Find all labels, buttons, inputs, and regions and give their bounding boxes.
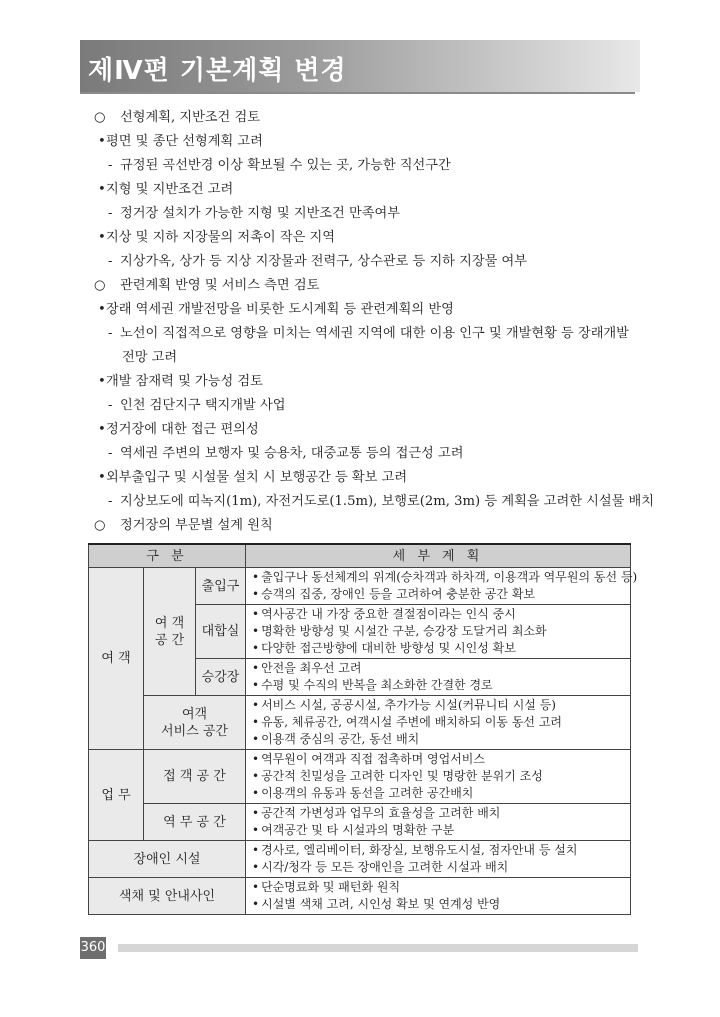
bullet-marker: • <box>252 715 260 729</box>
detail-item <box>252 640 626 657</box>
text-line-content: 전망 고려 <box>122 350 178 365</box>
text-line-content: 노선이 직접적으로 영향을 미치는 역세권 지역에 대한 이용 인구 및 개발현황 등 장래개발 <box>120 326 629 341</box>
bullet-marker: • <box>252 823 260 837</box>
detail-item <box>252 714 626 731</box>
bullet-marker: • <box>252 860 260 874</box>
detail-text: 승객의 집중, 장애인 등을 고려하여 충분한 공간 확보 <box>261 587 536 601</box>
row-label-color: 색채 및 안내사인 <box>89 878 246 915</box>
table-header-row <box>89 544 631 568</box>
detail-text: 시각/청각 등 모든 장애인을 고려한 시설과 배치 <box>261 860 509 874</box>
table-header-detail: 세 부 계 획 <box>246 544 631 568</box>
detail-text: 유동, 체류공간, 여객시설 주변에 배치하되 이동 동선 고려 <box>261 715 563 729</box>
row-detail-hall <box>246 605 631 659</box>
text-line <box>88 490 655 514</box>
detail-item <box>252 751 626 768</box>
bullet-marker: • <box>252 843 260 857</box>
text-line <box>88 202 648 226</box>
table-row <box>89 841 631 878</box>
detail-text: 시설별 색채 고려, 시인성 확보 및 연계성 반영 <box>261 897 501 911</box>
text-line <box>88 274 648 298</box>
detail-item <box>252 731 626 748</box>
row-label-service: 여객 서비스 공간 <box>144 696 246 750</box>
text-line-content: 지상가옥, 상가 등 지상 지장물과 전력구, 상수관로 등 지하 지장물 여부 <box>120 254 527 269</box>
bullet-marker: • <box>252 732 260 746</box>
detail-text: 여객공간 및 타 시설과의 명확한 구분 <box>261 823 455 837</box>
detail-item <box>252 842 626 859</box>
detail-item <box>252 785 626 802</box>
detail-item <box>252 822 626 839</box>
row-label-platform: 승강장 <box>196 659 246 696</box>
bullet-marker: • <box>252 624 260 638</box>
bullet-marker: • <box>252 880 260 894</box>
detail-item <box>252 606 626 623</box>
bullet-marker: • <box>252 570 260 584</box>
detail-text: 공간적 친밀성을 고려한 디자인 및 명랑한 분위기 조성 <box>261 769 543 783</box>
bullet-marker: • <box>252 678 260 692</box>
detail-item <box>252 586 626 603</box>
text-line-content: 개발 잠재력 및 가능성 검토 <box>106 374 263 389</box>
detail-item <box>252 623 626 640</box>
bullet-marker: • <box>98 470 106 485</box>
text-line-content: 지형 및 지반조건 고려 <box>106 182 234 197</box>
detail-item <box>252 677 626 694</box>
detail-text: 이용객 중심의 공간, 동선 배치 <box>261 732 420 746</box>
group-label-work: 업 무 <box>89 750 144 841</box>
text-line-content: 정거장 설치가 가능한 지형 및 지반조건 만족여부 <box>120 206 400 221</box>
text-line <box>88 514 648 538</box>
text-line <box>88 106 648 130</box>
circle-marker: ○ <box>94 110 106 125</box>
bullet-marker: • <box>252 752 260 766</box>
bullet-marker: • <box>252 641 260 655</box>
sub-label-passenger-space: 여 객 공 간 <box>144 568 196 696</box>
row-label-office: 역 무 공 간 <box>144 804 246 841</box>
table-row <box>89 878 631 915</box>
bullet-marker: • <box>98 302 106 317</box>
bullet-marker: • <box>98 134 106 149</box>
circle-marker: ○ <box>94 518 106 533</box>
table-row <box>89 804 631 841</box>
dash-marker: - <box>108 254 113 269</box>
text-line <box>88 226 648 250</box>
text-line-content: 인천 검단지구 택지개발 사업 <box>120 398 286 413</box>
text-line-content: 지상보도에 띠녹지(1m), 자전거도로(1.5m), 보행로(2m, 3m) 등 계획을 고려한 시설물 배치 <box>120 494 655 509</box>
table-row <box>89 568 631 605</box>
row-label-entrance: 출입구 <box>196 568 246 605</box>
text-line-content: 정거장의 부문별 설계 원칙 <box>120 518 273 533</box>
text-line <box>88 298 648 322</box>
detail-text: 명확한 방향성 및 시설간 구분, 승강장 도달거리 최소화 <box>261 624 547 638</box>
text-line <box>88 370 648 394</box>
bullet-marker: • <box>252 786 260 800</box>
text-line-content: 선형계획, 지반조건 검토 <box>120 110 260 125</box>
text-line <box>88 154 648 178</box>
detail-item <box>252 569 638 586</box>
text-line <box>88 178 648 202</box>
detail-item <box>252 768 626 785</box>
table-row <box>89 696 631 750</box>
text-line <box>88 418 648 442</box>
text-line-content: 지상 및 지하 지장물의 저촉이 작은 지역 <box>106 230 335 245</box>
row-label-hall: 대합실 <box>196 605 246 659</box>
bullet-marker: • <box>252 661 260 675</box>
detail-text: 안전을 최우선 고려 <box>261 661 362 675</box>
dash-marker: - <box>108 446 113 461</box>
text-line <box>88 442 648 466</box>
text-line <box>88 346 648 370</box>
text-line <box>88 322 648 346</box>
bullet-marker: • <box>98 230 106 245</box>
text-line <box>88 394 648 418</box>
detail-text: 수평 및 수직의 반복을 최소화한 간결한 경로 <box>261 678 493 692</box>
text-line-content: 평면 및 종단 선형계획 고려 <box>106 134 263 149</box>
bullet-marker: • <box>98 374 106 389</box>
body-text <box>88 106 655 538</box>
detail-text: 단순명료화 및 패턴화 원칙 <box>261 880 401 894</box>
row-detail-platform <box>246 659 631 696</box>
detail-text: 서비스 시설, 공공시설, 추가가능 시설(커뮤니티 시설 등) <box>261 698 556 712</box>
detail-text: 출입구나 동선체계의 위계(승차객과 하차객, 이용객과 역무원의 동선 등) <box>261 570 638 584</box>
bullet-marker: • <box>252 806 260 820</box>
detail-text: 이용객의 유동과 동선을 고려한 공간배치 <box>261 786 474 800</box>
row-detail-entrance <box>246 568 638 605</box>
row-detail-contact <box>246 750 631 804</box>
detail-text: 역사공간 내 가장 중요한 결절점이라는 인식 중시 <box>261 607 516 621</box>
group-label-passenger: 여 객 <box>89 568 144 750</box>
row-detail-service <box>246 696 631 750</box>
detail-item <box>252 896 626 913</box>
detail-text: 공간적 가변성과 업무의 효율성을 고려한 배치 <box>261 806 501 820</box>
row-detail-office <box>246 804 631 841</box>
row-detail-disabled <box>246 841 631 878</box>
bullet-marker: • <box>252 607 260 621</box>
dash-marker: - <box>108 326 113 341</box>
bullet-marker: • <box>252 769 260 783</box>
page-title: 제Ⅳ편 기본계획 변경 <box>88 56 347 86</box>
bullet-marker: • <box>98 182 106 197</box>
dash-marker: - <box>108 494 113 509</box>
text-line-content: 관련계획 반영 및 서비스 측면 검토 <box>120 278 320 293</box>
row-label-contact: 접 객 공 간 <box>144 750 246 804</box>
detail-item <box>252 697 626 714</box>
bullet-marker: • <box>98 422 106 437</box>
circle-marker: ○ <box>94 278 106 293</box>
text-line <box>88 466 648 490</box>
dash-marker: - <box>108 158 113 173</box>
design-principles-table <box>88 543 638 915</box>
text-line-content: 장래 역세권 개발전망을 비롯한 도시계획 등 관련계획의 반영 <box>106 302 454 317</box>
row-detail-color <box>246 878 631 915</box>
detail-item <box>252 805 626 822</box>
detail-item <box>252 660 626 677</box>
text-line <box>88 250 648 274</box>
page-number: 360 <box>80 937 106 959</box>
row-label-disabled: 장애인 시설 <box>89 841 246 878</box>
dash-marker: - <box>108 206 113 221</box>
text-line-content: 역세권 주변의 보행자 및 승용차, 대중교통 등의 접근성 고려 <box>120 446 464 461</box>
table-row <box>89 750 631 804</box>
detail-item <box>252 859 626 876</box>
dash-marker: - <box>108 398 113 413</box>
detail-item <box>252 879 626 896</box>
detail-text: 역무원이 여객과 직접 접촉하며 영업서비스 <box>261 752 485 766</box>
detail-text: 경사로, 엘리베이터, 화장실, 보행유도시설, 점자안내 등 설치 <box>261 843 578 857</box>
text-line-content: 규정된 곡선반경 이상 확보될 수 있는 곳, 가능한 직선구간 <box>120 158 451 173</box>
header-underline <box>80 92 635 94</box>
text-line-content: 외부출입구 및 시설물 설치 시 보행공간 등 확보 고려 <box>106 470 408 485</box>
bullet-marker: • <box>252 897 260 911</box>
bullet-marker: • <box>252 698 260 712</box>
footer-bar <box>118 944 638 952</box>
detail-text: 다양한 접근방향에 대비한 방향성 및 시인성 확보 <box>261 641 516 655</box>
table-header-category: 구 분 <box>89 544 246 568</box>
text-line-content: 정거장에 대한 접근 편의성 <box>106 422 259 437</box>
bullet-marker: • <box>252 587 260 601</box>
text-line <box>88 130 648 154</box>
